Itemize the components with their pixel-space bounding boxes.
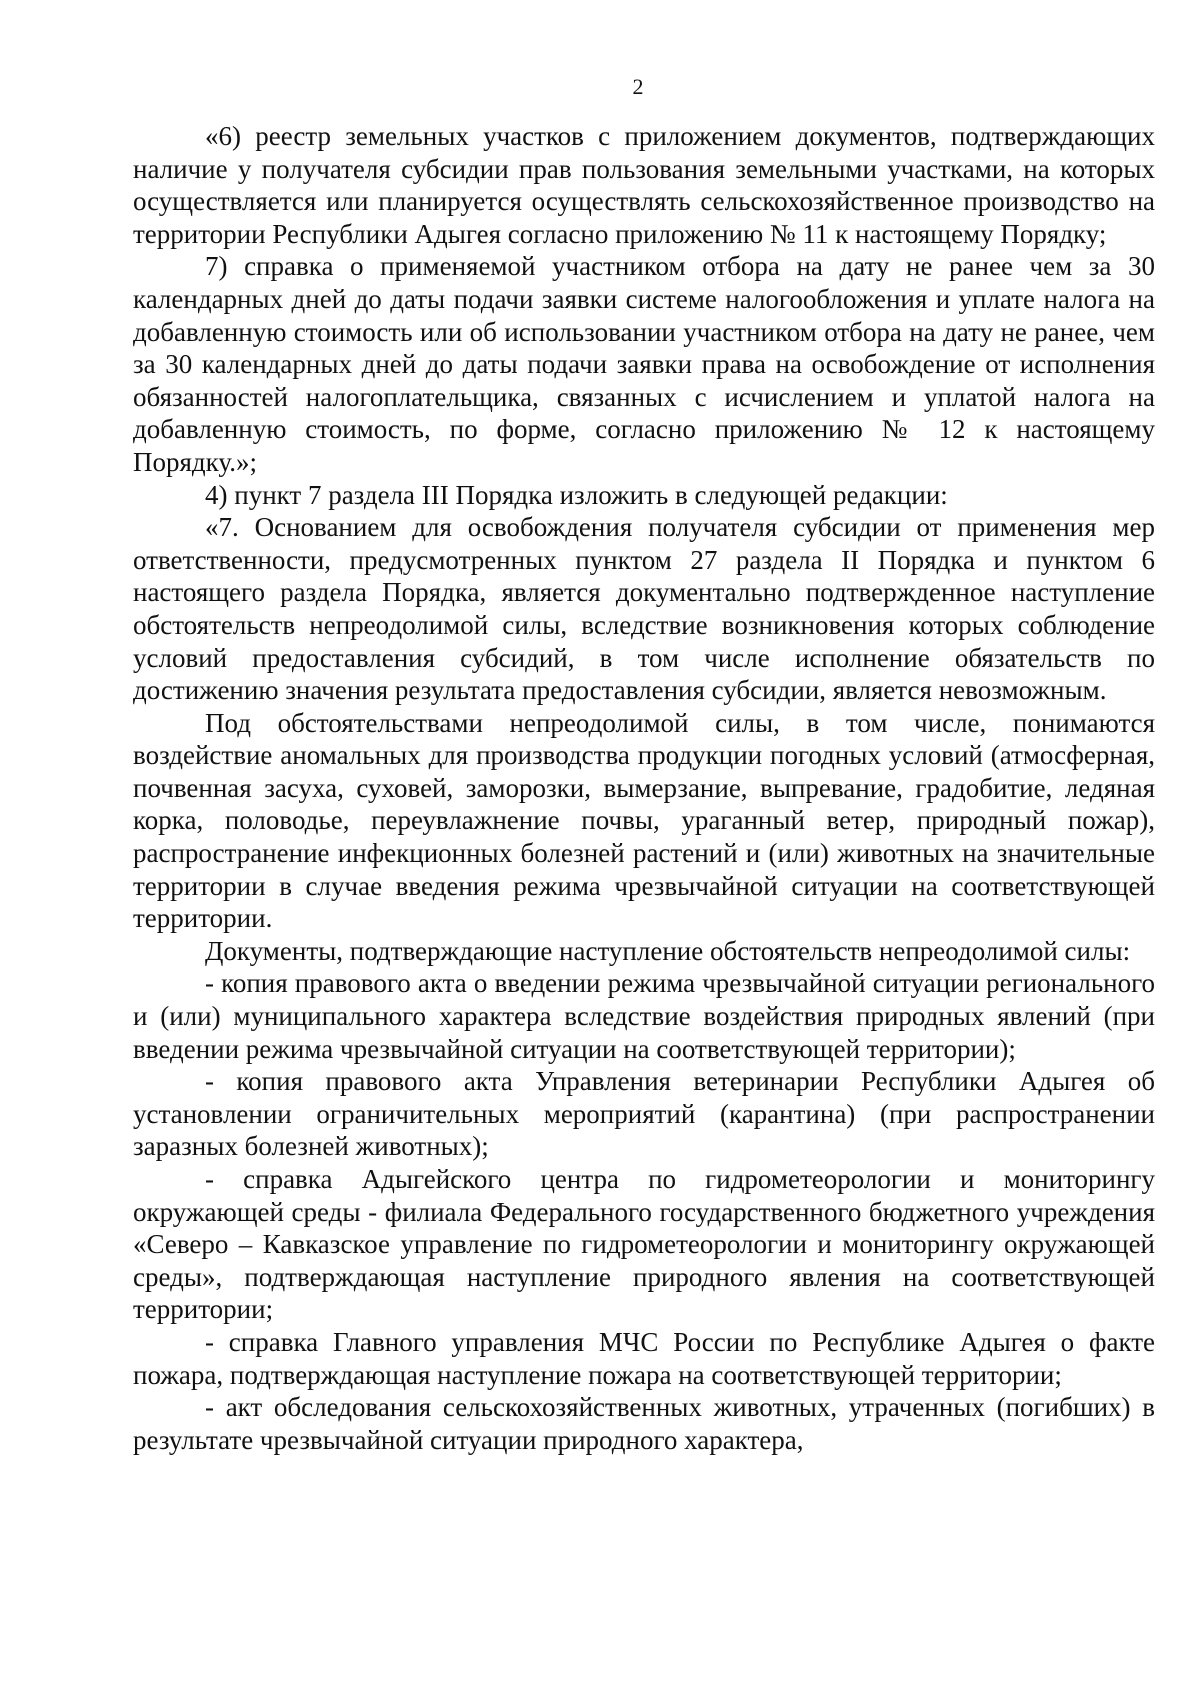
list-item-veterinary-act: - копия правового акта Управления ветеринарии Республики Адыгея об установлении ограничительных мероприятий (карантина) (при распространении заразных болезней животных);	[133, 1066, 1155, 1162]
paragraph-clause-7: «7. Основанием для освобождения получателя субсидии от применения мер ответственности, предусмотренных пунктом 27 раздела II Порядка и пунктом 6 настоящего раздела Порядка, является документально подтвержденное наступление обстоятельств непреодолимой силы, вследствие возникновения которых соблюдение условий предоставления субсидий, в том числе исполнение обязательств по достижению значения результата предоставления субсидии, является невозможным.	[133, 512, 1155, 706]
page-number: 2	[632, 74, 644, 99]
paragraph-force-majeure-definition: Под обстоятельствами непреодолимой силы, в том числе, понимаются воздействие аномальных для производства продукции погодных условий (атмосферная, почвенная засуха, суховей, заморозки, вымерзание, выпревание, градобитие, ледяная корка, половодье, переувлажнение почвы, ураганный ветер, природный пожар), распространение инфекционных болезней растений и (или) животных на значительные территории в случае введения режима чрезвычайной ситуации на соответствующей территории.	[133, 707, 1155, 934]
list-item-emergency-act: - копия правового акта о введении режима чрезвычайной ситуации регионального и (или) муниципального характера вследствие воздействия природных явлений (при введении режима чрезвычайной ситуации на соответствующей территории);	[133, 968, 1155, 1064]
paragraph-documents-intro: Документы, подтверждающие наступление обстоятельств непреодолимой силы:	[205, 935, 1131, 966]
list-item-animal-inspection-act: - акт обследования сельскохозяйственных животных, утраченных (погибших) в результате чрезвычайной ситуации природного характера,	[133, 1392, 1155, 1455]
list-item-hydromet-certificate: - справка Адыгейского центра по гидрометеорологии и мониторингу окружающей среды - филиала Федерального государственного бюджетного учреждения «Северо – Кавказское управление по гидрометеорологии и мониторингу окружающей среды», подтверждающая наступление природного явления на соответствующей территории;	[133, 1164, 1155, 1325]
document-body	[133, 120, 1155, 1456]
paragraph-amendment-4: 4) пункт 7 раздела III Порядка изложить в следующей редакции:	[205, 479, 948, 510]
list-item-mchs-certificate: - справка Главного управления МЧС России по Республике Адыгея о факте пожара, подтверждающая наступление пожара на соответствующей территории;	[133, 1326, 1155, 1390]
paragraph-item-6: «6) реестр земельных участков с приложением документов, подтверждающих наличие у получателя субсидии прав пользования земельными участками, на которых осуществляется или планируется осуществлять сельскохозяйственное производство на территории Республики Адыгея согласно приложению № 11 к настоящему Порядку;	[133, 121, 1155, 249]
paragraph-item-7: 7) справка о применяемой участником отбора на дату не ранее чем за 30 календарных дней до даты подачи заявки системе налогообложения и уплате налога на добавленную стоимость или об использовании участником отбора на дату не ранее, чем за 30 календарных дней до даты подачи заявки права на освобождение от исполнения обязанностей налогоплательщика, связанных с исчислением и уплатой налога на добавленную стоимость, по форме, согласно приложению № 12 к настоящему Порядку.»;	[133, 251, 1155, 477]
